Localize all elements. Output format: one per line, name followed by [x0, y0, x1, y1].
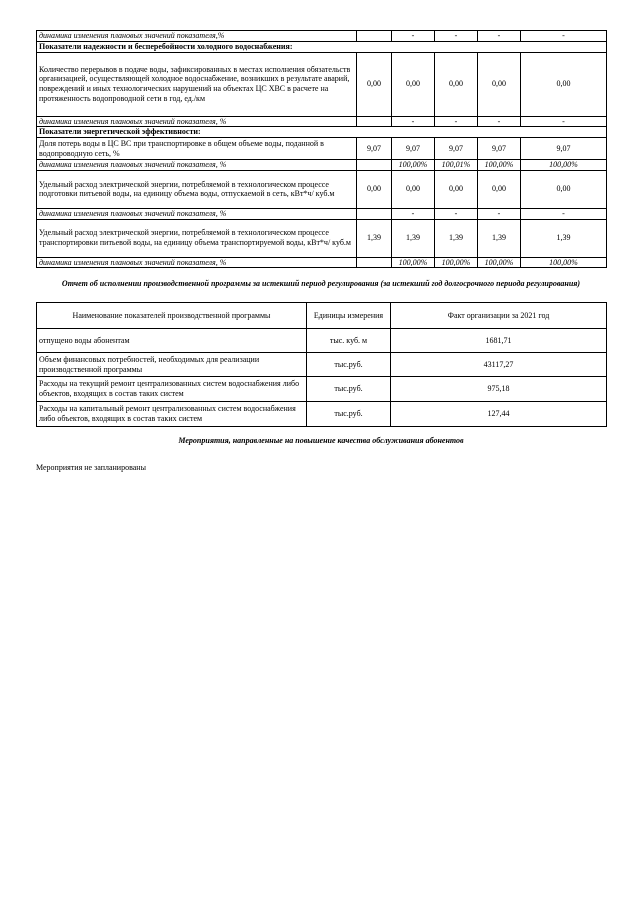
value-cell	[357, 160, 392, 171]
table-header-row	[37, 303, 607, 329]
value-cell: 0,00	[521, 170, 607, 208]
value-cell: -	[435, 31, 478, 42]
report-table	[36, 302, 607, 427]
dynamics-label: динамика изменения плановых значений показателя, %	[37, 257, 357, 268]
dynamics-label: динамика изменения плановых значений показателя, %	[37, 160, 357, 171]
value-cell: 1,39	[478, 219, 521, 257]
value-cell: -	[478, 31, 521, 42]
report-item-unit: тыс.руб.	[307, 377, 391, 402]
measures-title: Мероприятия, направленные на повышение качества обслуживания абонентов	[178, 436, 464, 445]
value-cell: 9,07	[521, 138, 607, 160]
value-cell: 0,00	[521, 52, 607, 116]
table-row	[37, 329, 607, 353]
report-item-fact: 1681,71	[391, 329, 607, 353]
report-item-name: Расходы на капитальный ремонт централизованных систем водоснабжения либо объектов, входящих в состав таких систем	[37, 402, 307, 427]
value-cell: -	[478, 116, 521, 127]
value-cell: 1,39	[435, 219, 478, 257]
report-item-unit: тыс.руб.	[307, 402, 391, 427]
dynamics-label: динамика изменения плановых значений показателя, %	[37, 208, 357, 219]
value-cell: -	[435, 116, 478, 127]
value-cell: 0,00	[478, 52, 521, 116]
table-row	[37, 208, 607, 219]
table-row	[37, 160, 607, 171]
column-header: Наименование показателей производственной программы	[37, 303, 307, 329]
value-cell: 9,07	[392, 138, 435, 160]
table-row	[37, 31, 607, 42]
indicator-label: Доля потерь воды в ЦС ВС при транспортировке в общем объеме воды, поданной в водопроводную сеть, %	[37, 138, 357, 160]
table-row	[37, 170, 607, 208]
report-item-fact: 43117,27	[391, 353, 607, 377]
value-cell: 100,00%	[521, 160, 607, 171]
value-cell: 100,00%	[478, 160, 521, 171]
report-item-name: Расходы на текущий ремонт централизованных систем водоснабжения либо объектов, входящих в состав таких систем	[37, 377, 307, 402]
table-row	[37, 353, 607, 377]
section-header-row	[37, 41, 607, 52]
table-row	[37, 52, 607, 116]
section-header-row	[37, 127, 607, 138]
value-cell: 100,00%	[392, 160, 435, 171]
indicator-label: Удельный расход электрической энергии, потребляемой в технологическом процессе транспортировки питьевой воды, на единицу объема транспортируемой воды, кВт*ч/ куб.м	[37, 219, 357, 257]
table-row	[37, 219, 607, 257]
report-item-name: отпущено воды абонентам	[37, 329, 307, 353]
indicator-label: Удельный расход электрической энергии, потребляемой в технологическом процессе подготовки питьевой воды, на единицу объема воды, отпускаемой в сеть, кВт*ч/ куб.м	[37, 170, 357, 208]
report-title: Отчет об исполнении производственной программы за истекший период регулирования (за истекший год долгосрочного периода регулирования)	[61, 279, 581, 288]
value-cell	[357, 31, 392, 42]
value-cell: -	[478, 208, 521, 219]
report-item-fact: 127,44	[391, 402, 607, 427]
value-cell: 100,00%	[478, 257, 521, 268]
report-item-fact: 975,18	[391, 377, 607, 402]
dynamics-label: динамика изменения плановых значений показателя, %	[37, 116, 357, 127]
value-cell: -	[392, 208, 435, 219]
table-row	[37, 257, 607, 268]
value-cell: -	[435, 208, 478, 219]
report-item-name: Объем финансовых потребностей, необходимых для реализации производственной программы	[37, 353, 307, 377]
indicators-table	[36, 30, 607, 268]
measures-text: Мероприятия не запланированы	[36, 463, 146, 472]
report-item-unit: тыс. куб. м	[307, 329, 391, 353]
column-header: Единицы измерения	[307, 303, 391, 329]
value-cell	[357, 208, 392, 219]
dynamics-label: динамика изменения плановых значений показателя,%	[37, 31, 357, 42]
value-cell: 9,07	[357, 138, 392, 160]
table-row	[37, 402, 607, 427]
value-cell: 100,01%	[435, 160, 478, 171]
value-cell: 1,39	[521, 219, 607, 257]
value-cell: 0,00	[478, 170, 521, 208]
table-row	[37, 138, 607, 160]
table-row	[37, 116, 607, 127]
section-header: Показатели энергетической эффективности:	[37, 127, 607, 138]
value-cell: 0,00	[435, 52, 478, 116]
value-cell: 0,00	[392, 170, 435, 208]
value-cell: 1,39	[357, 219, 392, 257]
report-item-unit: тыс.руб.	[307, 353, 391, 377]
value-cell	[357, 257, 392, 268]
value-cell: -	[521, 116, 607, 127]
indicator-label: Количество перерывов в подаче воды, зафиксированных в местах исполнения обязательств организацией, осуществляющей холодное водоснабжение, возникших в результате аварий, повреждений и иных технологических нарушений на объектах ЦС ХВС в расчете на протяженность водопроводной сети в год, ед./км	[37, 52, 357, 116]
value-cell	[357, 116, 392, 127]
value-cell: 100,00%	[392, 257, 435, 268]
value-cell: 9,07	[435, 138, 478, 160]
value-cell: 9,07	[478, 138, 521, 160]
value-cell: 0,00	[357, 52, 392, 116]
value-cell: -	[392, 31, 435, 42]
table-row	[37, 377, 607, 402]
value-cell: 0,00	[392, 52, 435, 116]
value-cell: -	[521, 208, 607, 219]
value-cell: -	[521, 31, 607, 42]
value-cell: 100,00%	[435, 257, 478, 268]
value-cell: -	[392, 116, 435, 127]
value-cell: 0,00	[357, 170, 392, 208]
section-header: Показатели надежности и бесперебойности холодного водоснабжения:	[37, 41, 607, 52]
column-header: Факт организации за 2021 год	[391, 303, 607, 329]
value-cell: 100,00%	[521, 257, 607, 268]
value-cell: 0,00	[435, 170, 478, 208]
value-cell: 1,39	[392, 219, 435, 257]
